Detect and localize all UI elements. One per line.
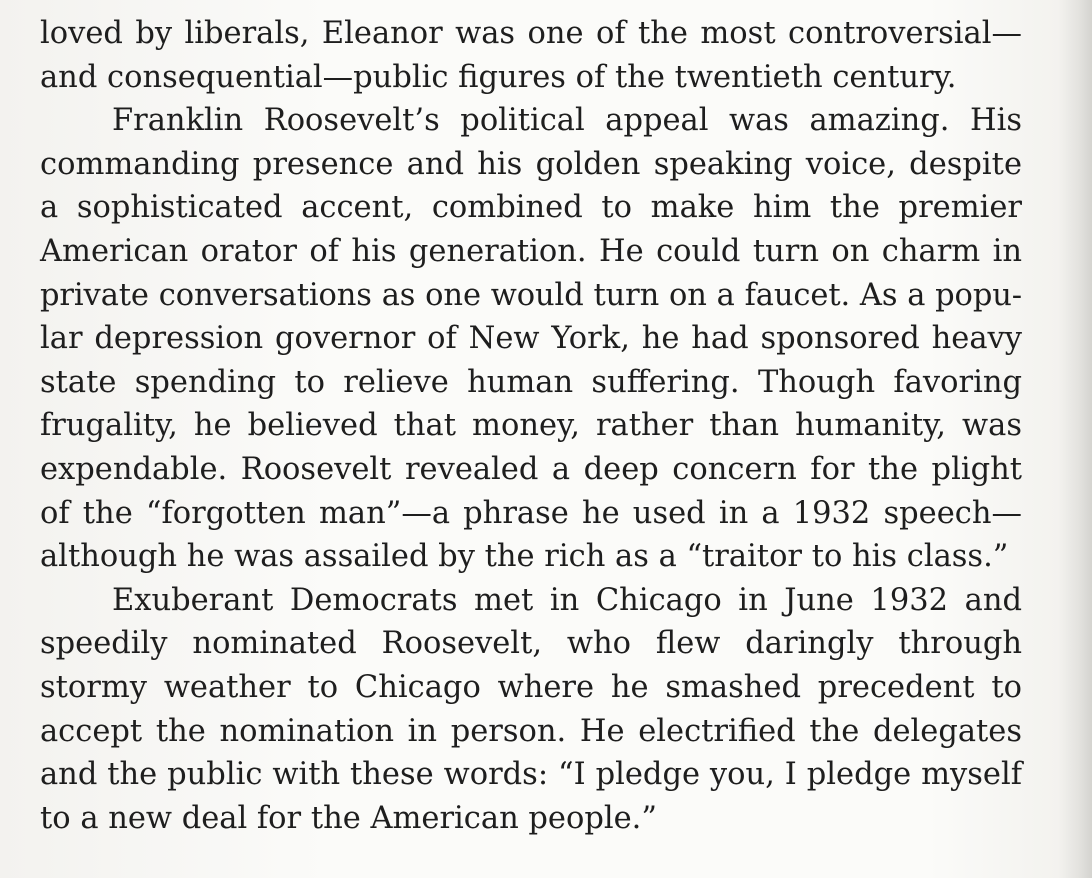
text-line: frugality, he believed that money, rather than humanity, was	[40, 408, 1022, 444]
text-line: and the public with these words: “I pledge you, I pledge myself	[40, 757, 1022, 793]
text-line: to a new deal for the American people.”	[40, 800, 657, 836]
page-edge-shadow	[1058, 0, 1092, 878]
text-line: a sophisticated accent, combined to make him the premier	[40, 190, 1022, 226]
text-line: commanding presence and his golden speaking voice, despite	[40, 146, 1022, 182]
text-line: American orator of his generation. He could turn on charm in	[40, 233, 1022, 269]
text-line: loved by liberals, Eleanor was one of the most controversial—	[40, 16, 1022, 51]
text-line: although he was assailed by the rich as a “traitor to his class.”	[40, 539, 1009, 575]
text-line: state spending to relieve human suffering. Though favoring	[40, 364, 1022, 400]
text-line: Exuberant Democrats met in Chicago in June 1932 and	[112, 582, 1022, 618]
text-line: accept the nomination in person. He electrified the delegates	[40, 713, 1022, 749]
text-line: private conversations as one would turn on a faucet. As a popu-	[40, 277, 1022, 313]
text-line: Franklin Roosevelt’s political appeal was amazing. His	[112, 103, 1022, 139]
text-line: stormy weather to Chicago where he smashed precedent to	[40, 669, 1022, 705]
text-line: and consequential—public figures of the twentieth century.	[40, 59, 957, 95]
body-text	[40, 12, 1022, 840]
text-line: expendable. Roosevelt revealed a deep concern for the plight	[40, 451, 1022, 487]
text-line: speedily nominated Roosevelt, who flew daringly through	[40, 626, 1022, 662]
text-line: of the “forgotten man”—a phrase he used in a 1932 speech—	[40, 495, 1022, 531]
text-line: lar depression governor of New York, he had sponsored heavy	[40, 321, 1022, 357]
